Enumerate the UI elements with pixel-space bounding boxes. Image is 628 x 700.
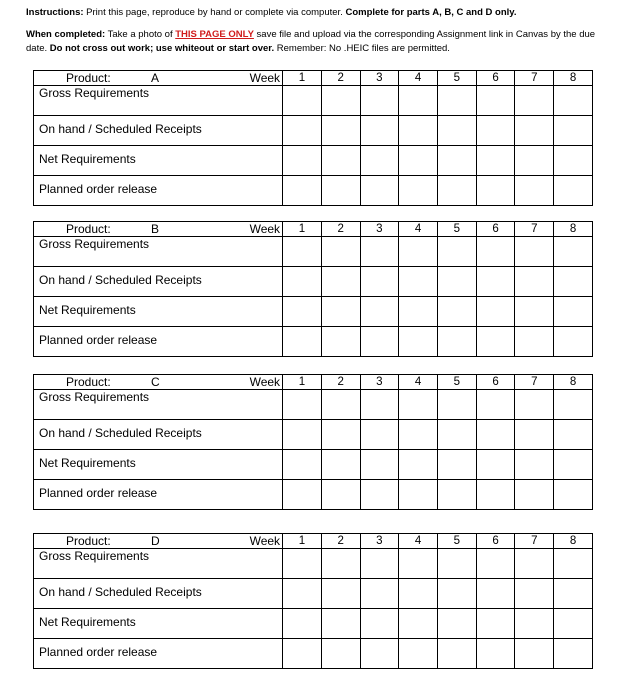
entry-cell[interactable]: [554, 609, 593, 639]
entry-cell[interactable]: [515, 176, 554, 206]
week-number: 5: [437, 71, 476, 86]
entry-cell[interactable]: [476, 549, 515, 579]
week-number: 8: [554, 534, 593, 549]
mrp-table-a: [33, 70, 593, 206]
entry-cell[interactable]: [554, 450, 593, 480]
entry-cell[interactable]: [515, 420, 554, 450]
instructions-label: Instructions:: [26, 7, 84, 18]
entry-cell[interactable]: [399, 267, 438, 297]
row-label-cell: [34, 116, 283, 146]
entry-cell[interactable]: [399, 116, 438, 146]
entry-cell[interactable]: [476, 116, 515, 146]
row-label: Gross Requirements: [39, 86, 150, 100]
entry-cell[interactable]: [437, 609, 476, 639]
table-row: [34, 297, 593, 327]
table-row: [34, 609, 593, 639]
table-row: [34, 549, 593, 579]
entry-cell[interactable]: [554, 639, 593, 669]
completion-text-a: Take a photo of: [105, 29, 176, 40]
entry-cell[interactable]: [360, 86, 399, 116]
entry-cell[interactable]: [283, 609, 322, 639]
entry-cell[interactable]: [399, 450, 438, 480]
entry-cell[interactable]: [437, 579, 476, 609]
completion-warning: Do not cross out work; use whiteout or start over.: [49, 43, 275, 54]
entry-cell[interactable]: [437, 450, 476, 480]
entry-cell[interactable]: [476, 267, 515, 297]
instructions-parts: Complete for parts A, B, C and D only.: [345, 7, 517, 18]
entry-cell[interactable]: [399, 390, 438, 420]
week-number: 4: [399, 71, 438, 86]
table-row: [34, 390, 593, 420]
entry-cell[interactable]: [321, 549, 360, 579]
week-number: 6: [476, 222, 515, 237]
entry-cell[interactable]: [283, 237, 322, 267]
header-label-cell: [34, 534, 283, 549]
row-label-cell: [34, 327, 283, 357]
entry-cell[interactable]: [437, 639, 476, 669]
entry-cell[interactable]: [321, 480, 360, 510]
row-label: On hand / Scheduled Receipts: [39, 426, 202, 440]
table-row: [34, 420, 593, 450]
entry-cell[interactable]: [476, 297, 515, 327]
entry-cell[interactable]: [321, 176, 360, 206]
entry-cell[interactable]: [360, 390, 399, 420]
row-label-cell: [34, 609, 283, 639]
entry-cell[interactable]: [321, 450, 360, 480]
week-number: 1: [283, 71, 322, 86]
entry-cell[interactable]: [437, 146, 476, 176]
completion-text-b: save file and upload via the corresponding Assignment link in Canvas by the due date.: [26, 29, 596, 54]
entry-cell[interactable]: [476, 390, 515, 420]
entry-cell[interactable]: [515, 639, 554, 669]
week-number: 7: [515, 71, 554, 86]
header-label-cell: [34, 71, 283, 86]
entry-cell[interactable]: [437, 86, 476, 116]
row-label-cell: [34, 267, 283, 297]
entry-cell[interactable]: [515, 237, 554, 267]
table-row: [34, 176, 593, 206]
week-number: 8: [554, 71, 593, 86]
entry-cell[interactable]: [554, 86, 593, 116]
week-number: 7: [515, 222, 554, 237]
product-label: Product:: [66, 375, 111, 389]
entry-cell[interactable]: [476, 450, 515, 480]
entry-cell[interactable]: [321, 420, 360, 450]
table-row: [34, 267, 593, 297]
entry-cell[interactable]: [437, 420, 476, 450]
week-number: 4: [399, 534, 438, 549]
entry-cell[interactable]: [360, 237, 399, 267]
header-label-cell: [34, 375, 283, 390]
week-number: 3: [360, 375, 399, 390]
row-label: Planned order release: [39, 182, 158, 196]
row-label: Net Requirements: [39, 152, 136, 166]
product-label: Product:: [66, 222, 111, 236]
entry-cell[interactable]: [515, 146, 554, 176]
table-row: [34, 450, 593, 480]
row-label: On hand / Scheduled Receipts: [39, 585, 202, 599]
row-label: Planned order release: [39, 645, 158, 659]
entry-cell[interactable]: [437, 390, 476, 420]
entry-cell[interactable]: [515, 609, 554, 639]
week-number: 3: [360, 222, 399, 237]
entry-cell[interactable]: [554, 420, 593, 450]
week-number: 2: [321, 71, 360, 86]
entry-cell[interactable]: [554, 237, 593, 267]
entry-cell[interactable]: [399, 237, 438, 267]
entry-cell[interactable]: [399, 297, 438, 327]
completion-text-c: Remember: No .HEIC files are permitted.: [274, 43, 450, 54]
entry-cell[interactable]: [476, 420, 515, 450]
row-label: Gross Requirements: [39, 390, 150, 404]
entry-cell[interactable]: [360, 116, 399, 146]
week-number: 7: [515, 534, 554, 549]
entry-cell[interactable]: [321, 116, 360, 146]
row-label-cell: [34, 639, 283, 669]
row-label: Net Requirements: [39, 615, 136, 629]
entry-cell[interactable]: [283, 176, 322, 206]
entry-cell[interactable]: [283, 297, 322, 327]
table-row: [34, 116, 593, 146]
row-label-cell: [34, 86, 283, 116]
week-number: 1: [283, 375, 322, 390]
entry-cell[interactable]: [321, 327, 360, 357]
instructions-text: Print this page, reproduce by hand or complete via computer.: [83, 7, 346, 18]
entry-cell[interactable]: [437, 549, 476, 579]
entry-cell[interactable]: [283, 579, 322, 609]
entry-cell[interactable]: [360, 146, 399, 176]
entry-cell[interactable]: [476, 327, 515, 357]
entry-cell[interactable]: [283, 639, 322, 669]
entry-cell[interactable]: [476, 176, 515, 206]
entry-cell[interactable]: [399, 327, 438, 357]
row-label-cell: [34, 390, 283, 420]
product-code: B: [151, 222, 160, 236]
week-number: 3: [360, 534, 399, 549]
mrp-table-b: [33, 221, 593, 357]
header-label-cell: [34, 222, 283, 237]
entry-cell[interactable]: [399, 549, 438, 579]
entry-cell[interactable]: [515, 297, 554, 327]
product-code: C: [151, 375, 160, 389]
row-label-cell: [34, 450, 283, 480]
entry-cell[interactable]: [437, 267, 476, 297]
entry-cell[interactable]: [283, 390, 322, 420]
entry-cell[interactable]: [554, 267, 593, 297]
row-label: On hand / Scheduled Receipts: [39, 122, 202, 136]
entry-cell[interactable]: [554, 116, 593, 146]
entry-cell[interactable]: [360, 450, 399, 480]
week-number: 7: [515, 375, 554, 390]
entry-cell[interactable]: [554, 297, 593, 327]
entry-cell[interactable]: [437, 297, 476, 327]
entry-cell[interactable]: [554, 146, 593, 176]
entry-cell[interactable]: [476, 146, 515, 176]
week-number: 5: [437, 534, 476, 549]
week-number: 6: [476, 375, 515, 390]
entry-cell[interactable]: [321, 267, 360, 297]
row-label-cell: [34, 146, 283, 176]
row-label: Planned order release: [39, 333, 158, 347]
entry-cell[interactable]: [399, 579, 438, 609]
week-label: Week: [249, 534, 281, 548]
mrp-table-d: [33, 533, 593, 669]
week-number: 8: [554, 375, 593, 390]
week-label: Week: [249, 222, 281, 236]
product-label: Product:: [66, 71, 111, 85]
entry-cell[interactable]: [476, 480, 515, 510]
week-number: 5: [437, 375, 476, 390]
entry-cell[interactable]: [437, 176, 476, 206]
week-number: 2: [321, 222, 360, 237]
table-row: [34, 237, 593, 267]
week-number: 2: [321, 534, 360, 549]
entry-cell[interactable]: [476, 579, 515, 609]
entry-cell[interactable]: [399, 609, 438, 639]
row-label-cell: [34, 237, 283, 267]
entry-cell[interactable]: [283, 549, 322, 579]
entry-cell[interactable]: [476, 639, 515, 669]
entry-cell[interactable]: [283, 420, 322, 450]
entry-cell[interactable]: [437, 327, 476, 357]
entry-cell[interactable]: [399, 639, 438, 669]
row-label: Gross Requirements: [39, 549, 150, 563]
entry-cell[interactable]: [283, 450, 322, 480]
table-row: [34, 327, 593, 357]
entry-cell[interactable]: [399, 420, 438, 450]
entry-cell[interactable]: [283, 116, 322, 146]
entry-cell[interactable]: [321, 146, 360, 176]
entry-cell[interactable]: [360, 297, 399, 327]
entry-cell[interactable]: [515, 450, 554, 480]
entry-cell[interactable]: [283, 480, 322, 510]
entry-cell[interactable]: [360, 267, 399, 297]
week-number: 1: [283, 222, 322, 237]
entry-cell[interactable]: [515, 267, 554, 297]
entry-cell[interactable]: [283, 327, 322, 357]
week-number: 8: [554, 222, 593, 237]
completion-label: When completed:: [26, 29, 106, 40]
table-row: [34, 480, 593, 510]
entry-cell[interactable]: [360, 579, 399, 609]
mrp-table-c: [33, 374, 593, 510]
row-label-cell: [34, 297, 283, 327]
entry-cell[interactable]: [360, 420, 399, 450]
entry-cell[interactable]: [321, 390, 360, 420]
row-label: Planned order release: [39, 486, 158, 500]
entry-cell[interactable]: [515, 390, 554, 420]
entry-cell[interactable]: [554, 480, 593, 510]
entry-cell[interactable]: [360, 549, 399, 579]
table-row: [34, 146, 593, 176]
entry-cell[interactable]: [360, 176, 399, 206]
entry-cell[interactable]: [515, 480, 554, 510]
entry-cell[interactable]: [360, 480, 399, 510]
entry-cell[interactable]: [399, 480, 438, 510]
instructions-line: [26, 6, 616, 20]
entry-cell[interactable]: [476, 237, 515, 267]
entry-cell[interactable]: [515, 86, 554, 116]
entry-cell[interactable]: [321, 639, 360, 669]
entry-cell[interactable]: [283, 267, 322, 297]
table-row: [34, 639, 593, 669]
week-number: 5: [437, 222, 476, 237]
row-label-cell: [34, 549, 283, 579]
week-number: 6: [476, 534, 515, 549]
entry-cell[interactable]: [321, 86, 360, 116]
entry-cell[interactable]: [360, 609, 399, 639]
table-row: [34, 86, 593, 116]
entry-cell[interactable]: [437, 480, 476, 510]
row-label-cell: [34, 420, 283, 450]
entry-cell[interactable]: [476, 609, 515, 639]
entry-cell[interactable]: [554, 327, 593, 357]
entry-cell[interactable]: [515, 549, 554, 579]
week-number: 4: [399, 375, 438, 390]
entry-cell[interactable]: [321, 579, 360, 609]
entry-cell[interactable]: [437, 237, 476, 267]
row-label: On hand / Scheduled Receipts: [39, 273, 202, 287]
week-number: 2: [321, 375, 360, 390]
completion-instructions: [26, 28, 616, 56]
row-label: Net Requirements: [39, 303, 136, 317]
entry-cell[interactable]: [515, 579, 554, 609]
product-code: D: [151, 534, 160, 548]
entry-cell[interactable]: [554, 176, 593, 206]
entry-cell[interactable]: [554, 549, 593, 579]
week-number: 3: [360, 71, 399, 86]
entry-cell[interactable]: [515, 116, 554, 146]
entry-cell[interactable]: [399, 176, 438, 206]
this-page-only-link[interactable]: THIS PAGE ONLY: [175, 29, 254, 40]
row-label: Net Requirements: [39, 456, 136, 470]
row-label-cell: [34, 579, 283, 609]
week-label: Week: [249, 71, 281, 85]
row-label-cell: [34, 480, 283, 510]
week-number: 4: [399, 222, 438, 237]
table-row: [34, 579, 593, 609]
row-label: Gross Requirements: [39, 237, 150, 251]
week-number: 6: [476, 71, 515, 86]
entry-cell[interactable]: [283, 146, 322, 176]
entry-cell[interactable]: [321, 237, 360, 267]
entry-cell[interactable]: [554, 579, 593, 609]
entry-cell[interactable]: [360, 327, 399, 357]
entry-cell[interactable]: [283, 86, 322, 116]
entry-cell[interactable]: [554, 390, 593, 420]
entry-cell[interactable]: [437, 116, 476, 146]
entry-cell[interactable]: [360, 639, 399, 669]
row-label-cell: [34, 176, 283, 206]
product-code: A: [151, 71, 160, 85]
entry-cell[interactable]: [476, 86, 515, 116]
entry-cell[interactable]: [321, 297, 360, 327]
entry-cell[interactable]: [515, 327, 554, 357]
entry-cell[interactable]: [399, 146, 438, 176]
entry-cell[interactable]: [399, 86, 438, 116]
entry-cell[interactable]: [321, 609, 360, 639]
product-label: Product:: [66, 534, 111, 548]
week-label: Week: [249, 375, 281, 389]
week-number: 1: [283, 534, 322, 549]
